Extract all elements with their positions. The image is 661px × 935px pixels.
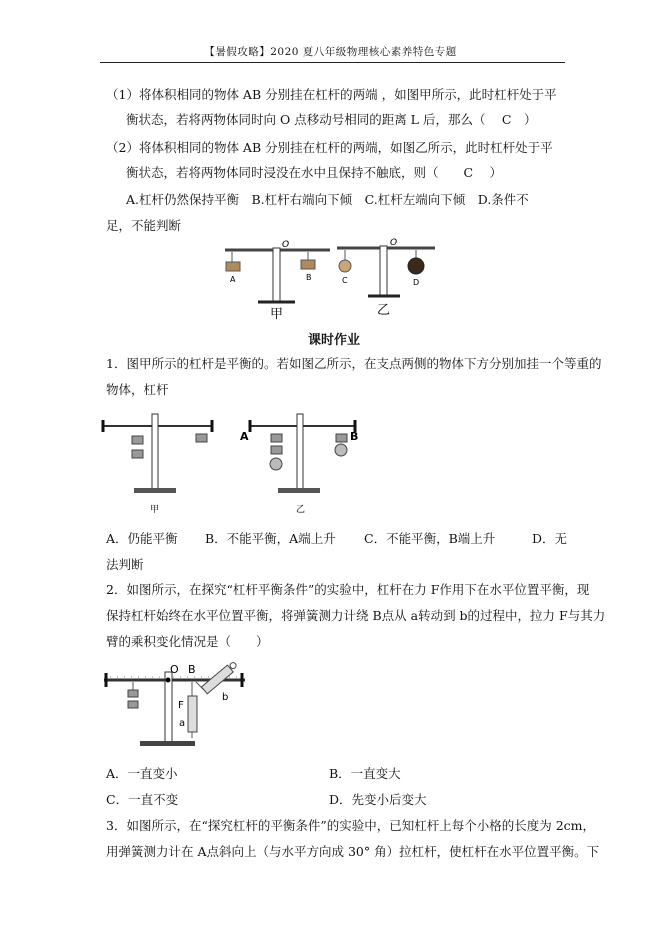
q1-figure (100, 410, 390, 525)
label-o-left: O (282, 240, 290, 250)
q1-option-c: C．不能平衡，B端上升 (364, 531, 496, 546)
label-c: C (342, 276, 348, 285)
header-rule (100, 62, 565, 63)
block-a (226, 262, 240, 271)
block-b (301, 260, 315, 269)
q1-yi-ball-right (335, 444, 347, 456)
q1-yi-ball-left (270, 458, 282, 470)
q1-lever-jia (103, 414, 212, 515)
q2-spring-scale-b (201, 661, 238, 694)
q2-option-d: D．先变小后变大 (329, 792, 427, 807)
label-b: B (306, 273, 312, 282)
q2-label-b: B (188, 663, 196, 676)
caption-yi: 乙 (377, 303, 391, 318)
label-a: A (230, 275, 236, 284)
label-d: D (413, 278, 420, 287)
q1-caption-jia: 甲 (150, 505, 160, 515)
q2-weight-1 (128, 690, 138, 697)
q2-line1: 2．如图所示，在探究“杠杆平衡条件”的实验中，杠杆在力 F作用下在水平位置平衡，现 (106, 582, 590, 597)
q2-figure (100, 660, 260, 750)
caption-jia: 甲 (270, 307, 284, 322)
q1-line2: 物体，杠杆 (106, 382, 169, 397)
ball-c (339, 260, 351, 272)
q3-line2: 用弹簧测力计在 A点斜向上（与水平方向成 30° 角）拉杠杆，使杠杆在水平位置平衡。下 (106, 844, 600, 859)
q1-label-a: A (240, 430, 249, 443)
section-title: 课时作业 (308, 333, 361, 348)
q2-label-f: F (178, 700, 184, 711)
q2-label-a: a (179, 718, 186, 729)
lever-figure-jia-yi (220, 240, 440, 320)
q2-label-o: O (170, 663, 179, 676)
ball-d (408, 258, 424, 274)
q1-yi-weight-left-2 (271, 446, 282, 454)
label-o-right: O (390, 238, 398, 248)
q1-yi-weight-left-1 (271, 434, 282, 442)
q1-jia-weight-left-2 (132, 450, 143, 458)
q-prev-part1-line2: 衡状态，若将两物体同时向 O 点移动号相同的距离 L 后，那么（ C ） (126, 112, 537, 127)
q-prev-part2-line2: 衡状态，若将两物体同时浸没在水中且保持不触底，则（ C ） (126, 165, 503, 180)
q1-line1: 1．图甲所示的杠杆是平衡的。若如图乙所示，在支点两侧的物体下方分别加挂一个等重的 (106, 356, 602, 371)
lever-jia (225, 240, 330, 322)
q1-option-d-cont: 法判断 (106, 557, 144, 572)
page-header: 【暑假攻略】2020 夏八年级物理核心素养特色专题 (204, 46, 457, 58)
q1-jia-weight-left-1 (132, 436, 143, 444)
q-prev-options: A.杠杆仍然保持平衡 B.杠杆右端向下倾 C.杠杆左端向下倾 D.条件不 (126, 192, 529, 207)
q1-option-b: B．不能平衡，A端上升 (205, 531, 336, 546)
q-prev-options-cont: 足，不能判断 (106, 218, 182, 233)
q1-yi-weight-right (336, 434, 347, 442)
q2-option-c: C．一直不变 (106, 792, 179, 807)
q1-lever-yi (240, 414, 358, 515)
q1-option-a: A．仍能平衡 (106, 531, 178, 546)
lever-yi (337, 238, 435, 318)
q-prev-part2-line1: （2）将体积相同的物体 AB 分别挂在杠杆的两端，如图乙所示，此时杠杆处于平 (106, 140, 553, 155)
q2-option-a: A．一直变小 (106, 766, 178, 781)
q2-option-b: B．一直变大 (329, 766, 401, 781)
q2-label-b-small: b (222, 692, 229, 703)
q2-spring-scale-a (188, 696, 197, 732)
q3-line1: 3．如图所示，在“探究杠杆的平衡条件”的实验中，已知杠杆上每个小格的长度为 2cm， (106, 818, 596, 833)
q2-weight-2 (128, 701, 138, 708)
q-prev-part1-line1: （1）将体积相同的物体 AB 分别挂在杠杆的两端 ，如图甲所示，此时杠杆处于平 (106, 87, 557, 102)
q1-option-d: D．无 (532, 531, 568, 546)
q1-label-b: B (350, 430, 359, 443)
q1-jia-weight-right (196, 434, 207, 442)
q2-line3: 臂的乘积变化情况是（ ） (106, 634, 269, 649)
q2-line2: 保持杠杆始终在水平位置平衡，将弹簧测力计绕 B点从 a转动到 b的过程中，拉力 F与其力 (106, 608, 606, 623)
q1-caption-yi: 乙 (296, 505, 306, 515)
